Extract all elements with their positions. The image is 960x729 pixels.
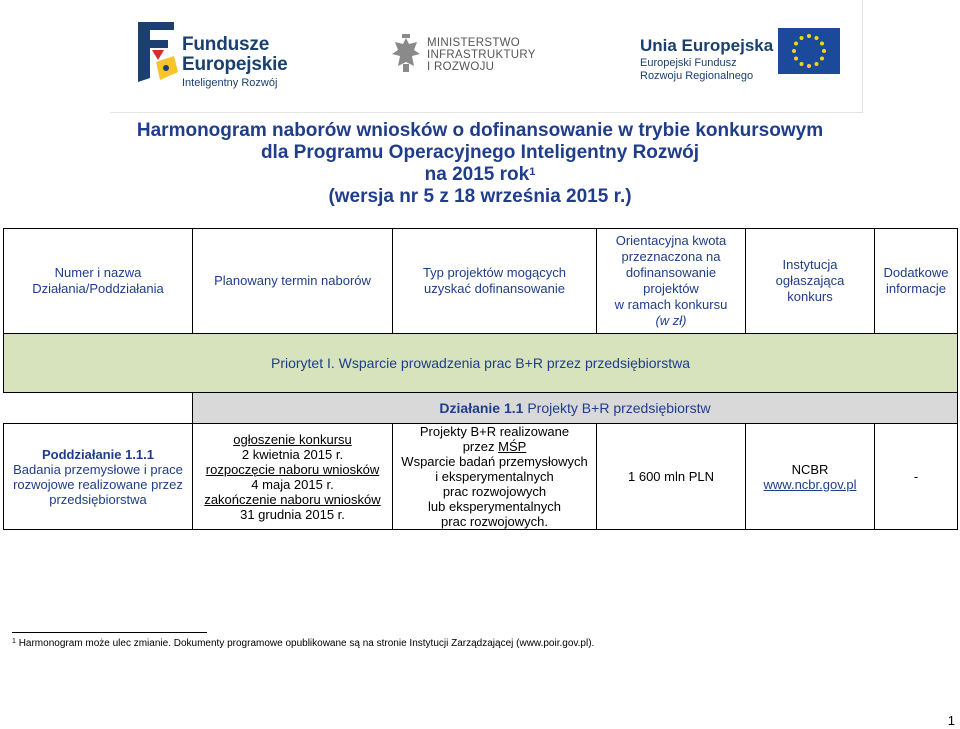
- fe-logo-line1: Fundusze: [182, 34, 270, 55]
- cell-project-type: [393, 424, 597, 530]
- header-col6-line1: Dodatkowe: [883, 265, 949, 280]
- project-type-line1: Projekty B+R realizowane: [419, 424, 570, 439]
- fe-logo-line3: Inteligentny Rozwój: [182, 77, 278, 89]
- cell-additional-info: -: [875, 424, 958, 530]
- cell-schedule: [193, 424, 393, 530]
- project-type-line7: prac rozwojowych.: [441, 514, 548, 529]
- header-col4-line5: w ramach konkursu: [614, 297, 728, 312]
- fe-logo-line2: Europejskie: [182, 54, 288, 75]
- poddzialanie-line3: rozwojowe realizowane przez: [13, 476, 183, 492]
- footnote-divider: [12, 632, 207, 633]
- footnote-number: 1: [12, 638, 16, 645]
- ministry-line1: MINISTERSTWO: [427, 37, 521, 49]
- title-line3-text: na 2015 rok: [424, 164, 530, 185]
- header-planned-date: Planowany termin naborów: [193, 229, 393, 334]
- ncbr-link[interactable]: www.ncbr.gov.pl: [763, 476, 857, 492]
- header-col3-line2: uzyskać dofinansowanie: [424, 281, 565, 296]
- dzialanie-row: [4, 393, 958, 424]
- schedule-table: [3, 228, 958, 530]
- eu-flag-icon: [778, 28, 840, 74]
- cell-institution: [746, 424, 875, 530]
- footnote-text: Harmonogram może ulec zmianie. Dokumenty programowe opublikowane są na stronie Instytucji Zarządzającej (www.poir.gov.pl).: [18, 638, 595, 649]
- project-type-msp: MŚP: [498, 439, 527, 454]
- schedule-end-date: 31 grudnia 2015 r.: [240, 506, 345, 522]
- header-col3-line1: Typ projektów mogących: [422, 265, 567, 280]
- project-type-line5: prac rozwojowych: [442, 484, 547, 499]
- header-amount: [597, 229, 746, 334]
- schedule-start-label: rozpoczęcie naboru wniosków: [205, 461, 380, 477]
- header-col6-line2: informacje: [886, 281, 946, 296]
- table-header-row: [4, 229, 958, 334]
- eu-line3: Rozwoju Regionalnego: [640, 70, 754, 82]
- title-line1: Harmonogram naborów wniosków o dofinansowanie w trybie konkursowym: [136, 120, 824, 141]
- poddzialanie-line2: Badania przemysłowe i prace: [13, 461, 183, 477]
- page-number: 1: [947, 713, 955, 728]
- institution-name: NCBR: [791, 461, 829, 477]
- schedule-announce-label: ogłoszenie konkursu: [233, 431, 352, 447]
- header-col4-line1: Orientacyjna kwota: [615, 233, 727, 248]
- header-project-type: [393, 229, 597, 334]
- fe-flag-icon: [138, 22, 180, 82]
- project-type-line3: Wsparcie badań przemysłowych: [401, 454, 588, 469]
- ministry-logo: [390, 34, 422, 81]
- header-col1-line1: Numer i nazwa: [54, 265, 142, 280]
- dzialanie-number: Działanie 1.1: [439, 400, 524, 416]
- eu-line2: Europejski Fundusz: [640, 57, 737, 69]
- cell-amount: 1 600 mln PLN: [597, 424, 746, 530]
- eagle-emblem-icon: [390, 34, 422, 76]
- priority-cell: Priorytet I. Wsparcie prowadzenia prac B+R przez przedsiębiorstwa: [4, 334, 958, 393]
- header-col5-line1: Instytucja: [782, 257, 838, 272]
- header-institution: [746, 229, 875, 334]
- header-col5-line3: konkurs: [787, 289, 833, 304]
- header-col4-line6: (w zł): [655, 313, 687, 328]
- document-title: [0, 120, 960, 208]
- header-action-number: [4, 229, 193, 334]
- schedule-end-label: zakończenie naboru wniosków: [204, 491, 381, 507]
- dzialanie-cell: [193, 393, 958, 424]
- project-type-line4: i eksperymentalnych: [435, 469, 554, 484]
- header-col5-line2: ogłaszająca: [775, 273, 845, 288]
- footnote-ref: 1: [529, 166, 536, 178]
- eu-line1: Unia Europejska: [640, 36, 774, 55]
- fundusze-europejskie-logo: [138, 22, 180, 87]
- poddzialanie-number: Poddziałanie 1.1.1: [42, 446, 154, 462]
- eu-flag-logo: [778, 28, 840, 79]
- ministry-line3: I ROZWOJU: [427, 61, 495, 73]
- header-col1-line2: Działania/Poddziałania: [32, 281, 164, 296]
- table-row: [4, 424, 958, 530]
- dzialanie-name: Projekty B+R przedsiębiorstw: [523, 400, 711, 416]
- header-col4-line4: projektów: [643, 281, 699, 296]
- ministry-line2: INFRASTRUKTURY: [427, 49, 536, 61]
- title-line4: (wersja nr 5 z 18 września 2015 r.): [328, 186, 632, 207]
- priority-row: [4, 334, 958, 393]
- footnote: [12, 638, 594, 649]
- title-line2: dla Programu Operacyjnego Inteligentny Rozwój: [260, 142, 700, 163]
- ministry-logo-text: [427, 37, 536, 73]
- project-type-line6: lub eksperymentalnych: [428, 499, 561, 514]
- schedule-start-date: 4 maja 2015 r.: [251, 476, 334, 492]
- eu-logo-text: [640, 37, 773, 82]
- header-additional-info: [875, 229, 958, 334]
- schedule-announce-date: 2 kwietnia 2015 r.: [241, 446, 344, 462]
- project-type-line2a: przez: [462, 439, 499, 454]
- poddzialanie-line4: przedsiębiorstwa: [49, 491, 147, 507]
- dzialanie-spacer: [4, 393, 193, 424]
- cell-poddzialanie: [4, 424, 193, 530]
- header-col4-line2: przeznaczona na: [621, 249, 721, 264]
- fe-logo-text: [182, 35, 288, 89]
- header-col4-line3: dofinansowanie: [625, 265, 717, 280]
- logo-banner: [110, 0, 863, 113]
- title-line3: [0, 164, 960, 186]
